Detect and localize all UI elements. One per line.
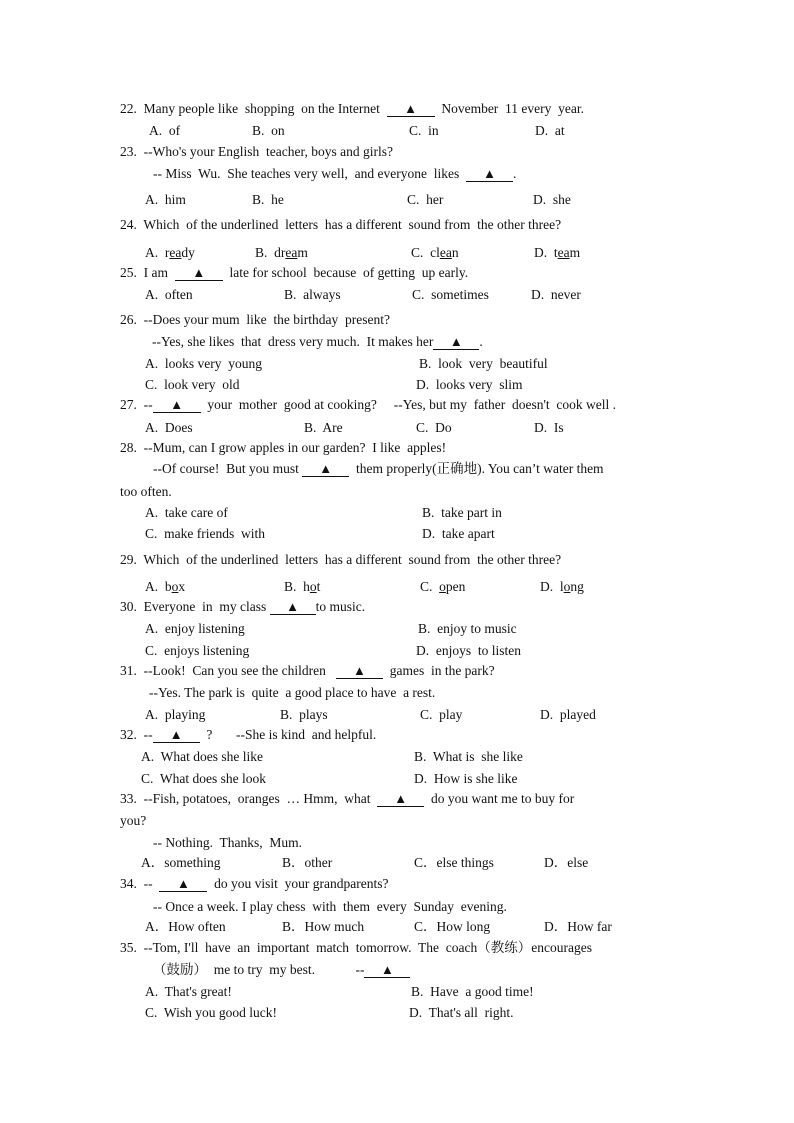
answer-option[interactable]: B. Have a good time! <box>411 984 534 999</box>
stem-text: too often. <box>120 484 172 499</box>
answer-option[interactable]: D. Is <box>534 420 564 435</box>
question-stem-line <box>120 791 574 807</box>
question-stem-line <box>120 397 616 413</box>
stem-text: your mother good at cooking? --Yes, but my father doesn't cook well . <box>200 397 616 412</box>
answer-marker-icon: ▲ <box>404 101 418 116</box>
answer-option[interactable] <box>540 579 584 595</box>
stem-text: --Fish, potatoes, oranges … Hmm, what <box>143 791 378 806</box>
question-stem-line <box>120 312 390 328</box>
option-text: D. l <box>540 579 564 594</box>
question-stem-line <box>152 334 483 350</box>
question-number: 32. <box>120 727 137 742</box>
answer-option[interactable]: C. make friends with <box>145 526 265 541</box>
question-number: 26. <box>120 312 137 327</box>
answer-blank[interactable] <box>377 792 424 807</box>
stem-text: --Of course! But you must <box>153 461 303 476</box>
stem-text: -- <box>143 727 153 742</box>
question-number: 25. <box>120 265 137 280</box>
answer-marker-icon: ▲ <box>483 166 496 181</box>
answer-option[interactable]: C. sometimes <box>412 287 489 302</box>
answer-marker-icon: ▲ <box>353 663 366 678</box>
answer-blank[interactable] <box>302 462 349 477</box>
question-stem-line <box>120 217 561 233</box>
answer-option[interactable]: B．other <box>282 855 333 870</box>
answer-option[interactable] <box>420 579 465 595</box>
underlined-letters: o <box>309 579 317 594</box>
question-number: 29. <box>120 552 137 567</box>
answer-option[interactable]: D. played <box>540 707 596 722</box>
stem-text: --Tom, I'll have an important match tomorrow. The coach（教练）encourages <box>143 940 592 955</box>
answer-option[interactable]: A．How often <box>145 919 226 934</box>
answer-option[interactable]: C. enjoys listening <box>145 643 250 658</box>
option-text: C. cl <box>411 245 440 260</box>
answer-option[interactable]: B. take part in <box>422 505 502 520</box>
question-stem-line <box>153 461 604 477</box>
answer-option[interactable]: A. of <box>149 123 181 138</box>
answer-option[interactable]: D. How is she like <box>414 771 518 786</box>
stem-text: --Yes. The park is quite a good place to have a rest. <box>149 685 436 700</box>
question-number: 35. <box>120 940 137 955</box>
question-stem-line <box>120 101 584 117</box>
option-text: dy <box>181 245 195 260</box>
stem-text: -- <box>143 876 160 891</box>
stem-text: -- Nothing. Thanks, Mum. <box>153 835 302 850</box>
question-stem-line <box>120 484 172 500</box>
question-number: 28. <box>120 440 137 455</box>
answer-option[interactable]: C. What does she look <box>141 771 266 786</box>
option-text: C. <box>420 579 440 594</box>
answer-blank[interactable] <box>153 728 200 743</box>
answer-option[interactable] <box>284 579 320 595</box>
answer-option[interactable]: B. on <box>252 123 285 138</box>
answer-option[interactable]: A. What does she like <box>141 749 263 764</box>
answer-option[interactable]: A. him <box>145 192 186 207</box>
answer-option[interactable]: B. Are <box>304 420 343 435</box>
stem-text: I am <box>143 265 175 280</box>
underlined-letters: o <box>439 579 446 594</box>
question-number: 24. <box>120 217 137 232</box>
answer-option[interactable]: B. What is she like <box>414 749 523 764</box>
stem-text: Many people like shopping on the Internet <box>143 101 387 116</box>
answer-option[interactable] <box>255 245 308 261</box>
answer-option[interactable]: D．How far <box>544 919 612 934</box>
answer-option[interactable]: A. looks very young <box>145 356 262 371</box>
answer-option[interactable]: C. her <box>407 192 444 207</box>
question-stem-line <box>120 727 376 743</box>
answer-option[interactable]: C. in <box>409 123 439 138</box>
stem-text: games in the park? <box>382 663 495 678</box>
question-stem-line <box>120 265 468 281</box>
answer-option[interactable]: C．How long <box>414 919 491 934</box>
option-text: t <box>316 579 321 594</box>
answer-option[interactable]: D．else <box>544 855 589 870</box>
answer-blank[interactable] <box>466 167 513 182</box>
stem-text: . <box>479 334 483 349</box>
answer-marker-icon: ▲ <box>319 461 333 476</box>
answer-option[interactable]: C. play <box>420 707 463 722</box>
question-stem-line <box>120 144 393 160</box>
answer-blank[interactable] <box>364 963 410 978</box>
stem-text: do you visit your grandparents? <box>207 876 389 891</box>
stem-text: you? <box>120 813 147 828</box>
answer-option[interactable]: C. Wish you good luck! <box>145 1005 277 1020</box>
answer-option[interactable]: B. he <box>252 192 284 207</box>
stem-text: late for school because of getting up early. <box>222 265 469 280</box>
stem-text: Which of the underlined letters has a different sound from the other three? <box>143 552 562 567</box>
answer-option[interactable]: A. enjoy listening <box>145 621 245 636</box>
answer-option[interactable]: A. playing <box>145 707 206 722</box>
question-stem-line <box>120 813 146 829</box>
answer-marker-icon: ▲ <box>192 265 206 280</box>
question-stem-line <box>120 876 388 892</box>
option-text: B. h <box>284 579 310 594</box>
question-stem-line <box>149 685 435 701</box>
question-number: 33. <box>120 791 137 806</box>
answer-option[interactable]: B．How much <box>282 919 365 934</box>
option-text: A. r <box>145 245 170 260</box>
stem-text: do you want me to buy for <box>424 791 575 806</box>
underlined-letters: ea <box>169 245 182 260</box>
stem-text: （鼓励） me to try my best. -- <box>153 962 365 977</box>
underlined-letters: o <box>563 579 571 594</box>
answer-option[interactable]: C．else things <box>414 855 494 870</box>
answer-option[interactable]: D. she <box>533 192 571 207</box>
question-number: 34. <box>120 876 137 891</box>
answer-option[interactable] <box>411 245 459 261</box>
underlined-letters: ea <box>439 245 452 260</box>
stem-text: Which of the underlined letters has a different sound from the other three? <box>143 217 562 232</box>
stem-text: --Who's your English teacher, boys and girls? <box>143 144 393 159</box>
question-number: 22. <box>120 101 137 116</box>
question-stem-line <box>120 552 561 568</box>
answer-option[interactable]: D. enjoys to listen <box>416 643 521 658</box>
stem-text: -- <box>143 397 153 412</box>
answer-option[interactable]: A. take care of <box>145 505 228 520</box>
stem-text: -- Miss Wu. She teaches very well, and everyone likes <box>153 166 466 181</box>
answer-blank[interactable] <box>336 664 383 679</box>
option-text: A. b <box>145 579 172 594</box>
question-number: 30. <box>120 599 137 614</box>
answer-marker-icon: ▲ <box>169 727 183 742</box>
question-stem-line <box>120 599 365 615</box>
answer-marker-icon: ▲ <box>381 962 394 977</box>
stem-text: -- Once a week. I play chess with them every Sunday evening. <box>153 899 507 914</box>
question-number: 27. <box>120 397 137 412</box>
answer-blank[interactable] <box>270 600 316 615</box>
question-stem-line <box>153 962 410 978</box>
answer-option[interactable]: B. look very beautiful <box>419 356 548 371</box>
question-number: 23. <box>120 144 137 159</box>
answer-option[interactable]: B. enjoy to music <box>418 621 517 636</box>
answer-option[interactable] <box>534 245 580 261</box>
option-text: n <box>451 245 459 260</box>
question-stem-line <box>153 835 302 851</box>
option-text: m <box>297 245 308 260</box>
answer-blank[interactable] <box>175 266 223 281</box>
answer-marker-icon: ▲ <box>170 397 184 412</box>
question-stem-line <box>120 440 446 456</box>
answer-marker-icon: ▲ <box>394 791 408 806</box>
answer-blank[interactable] <box>433 335 479 350</box>
answer-option[interactable]: A．something <box>141 855 221 870</box>
stem-text: --Yes, she likes that dress very much. It makes her <box>152 334 434 349</box>
answer-option[interactable]: A. Does <box>145 420 193 435</box>
option-text: m <box>569 245 581 260</box>
stem-text: --Does your mum like the birthday present? <box>143 312 390 327</box>
stem-text: November 11 every year. <box>434 101 585 116</box>
answer-blank[interactable] <box>159 877 207 892</box>
option-text: x <box>178 579 186 594</box>
answer-option[interactable]: A. often <box>145 287 193 302</box>
question-number: 31. <box>120 663 137 678</box>
answer-blank[interactable] <box>153 398 201 413</box>
answer-option[interactable]: D. take apart <box>422 526 495 541</box>
answer-option[interactable]: B. plays <box>280 707 328 722</box>
answer-marker-icon: ▲ <box>176 876 190 891</box>
question-stem-line <box>153 166 516 182</box>
answer-option[interactable]: C. look very old <box>145 377 240 392</box>
stem-text: --Mum, can I grow apples in our garden? I like apples! <box>143 440 447 455</box>
answer-option[interactable]: B. always <box>284 287 341 302</box>
underlined-letters: o <box>171 579 179 594</box>
answer-marker-icon: ▲ <box>449 334 463 349</box>
answer-option[interactable]: C. Do <box>416 420 452 435</box>
question-stem-line <box>120 663 495 679</box>
stem-text: Everyone in my class <box>143 599 270 614</box>
stem-text: ? --She is kind and helpful. <box>199 727 377 742</box>
answer-option[interactable]: D. looks very slim <box>416 377 523 392</box>
underlined-letters: ea <box>557 245 570 260</box>
stem-text: to music. <box>315 599 366 614</box>
answer-option[interactable] <box>145 245 195 261</box>
answer-option[interactable]: A. That's great! <box>145 984 232 999</box>
answer-option[interactable]: D. That's all right. <box>409 1005 514 1020</box>
underlined-letters: ea <box>285 245 298 260</box>
question-stem-line <box>153 899 507 915</box>
option-text: pen <box>445 579 466 594</box>
answer-option[interactable]: D. never <box>531 287 581 302</box>
answer-blank[interactable] <box>387 102 435 117</box>
stem-text: --Look! Can you see the children <box>143 663 336 678</box>
question-stem-line <box>120 940 592 956</box>
option-text: B. dr <box>255 245 286 260</box>
answer-marker-icon: ▲ <box>286 599 300 614</box>
option-text: ng <box>570 579 584 594</box>
answer-option[interactable]: D. at <box>535 123 565 138</box>
stem-text: . <box>513 166 517 181</box>
answer-option[interactable] <box>145 579 185 595</box>
stem-text: them properly(正确地). You can’t water them <box>349 461 604 476</box>
option-text: D. t <box>534 245 558 260</box>
